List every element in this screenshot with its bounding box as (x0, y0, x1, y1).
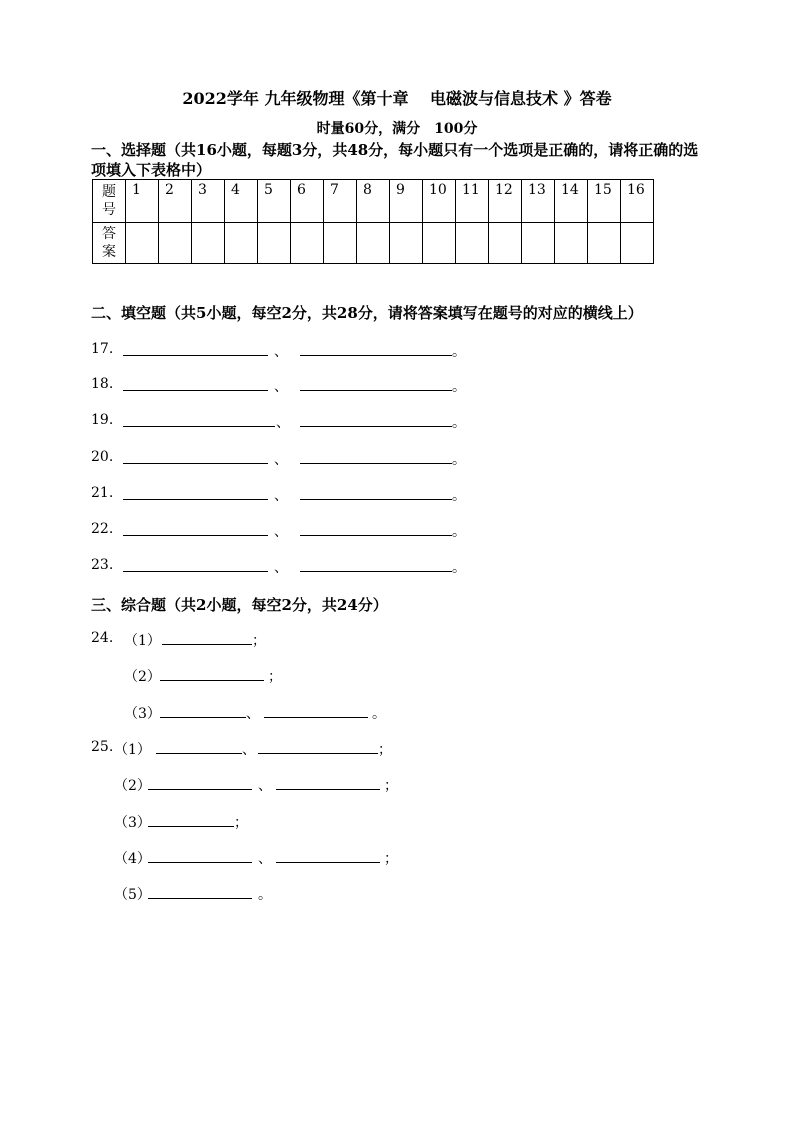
semicolon: ； (384, 851, 398, 867)
period: 。 (452, 488, 466, 504)
semicolon: ； (378, 742, 392, 758)
part-label: （2） (114, 778, 151, 794)
period: 。 (452, 344, 466, 360)
period: 。 (452, 415, 466, 431)
question-number: 3 (192, 180, 225, 223)
answer-blank[interactable] (156, 739, 242, 754)
separator: 、 (246, 706, 260, 722)
answer-cell[interactable] (291, 223, 324, 264)
answer-cell[interactable] (621, 223, 654, 264)
answer-row (93, 223, 654, 264)
answer-blank[interactable] (258, 739, 378, 754)
answer-blank[interactable] (148, 884, 252, 899)
separator: 、 (274, 452, 288, 468)
answer-cell[interactable] (423, 223, 456, 264)
period: 。 (452, 560, 466, 576)
answer-cell[interactable] (258, 223, 291, 264)
answer-blank[interactable] (300, 341, 452, 356)
section1-heading: 一、选择题（共16小题，每题3分，共48分，每小题只有一个选项是正确的，请将正确的选项填入下表格中） (91, 141, 699, 179)
semicolon: ； (268, 669, 282, 685)
question-number: 4 (225, 180, 258, 223)
answer-blank[interactable] (123, 412, 275, 427)
answer-blank[interactable] (123, 557, 268, 572)
answer-blank[interactable] (300, 485, 452, 500)
question-number: 25. (91, 739, 114, 755)
section3-heading: 三、综合题（共2小题，每空2分，共24分） (91, 596, 388, 614)
part-label: （5） (114, 887, 151, 903)
answer-cell[interactable] (555, 223, 588, 264)
question-number: 23. (91, 557, 114, 573)
answer-blank[interactable] (276, 775, 380, 790)
separator: 、 (258, 778, 272, 794)
question-number: 11 (456, 180, 489, 223)
separator: 、 (274, 344, 288, 360)
answer-blank[interactable] (300, 521, 452, 536)
answer-blank[interactable] (264, 703, 368, 718)
question-number: 13 (522, 180, 555, 223)
separator: 、 (258, 851, 272, 867)
question-number: 8 (357, 180, 390, 223)
question-number: 19. (91, 412, 114, 428)
part-label: （1） (124, 633, 161, 649)
separator: 、 (274, 379, 288, 395)
period: 。 (452, 379, 466, 395)
answer-cell[interactable] (192, 223, 225, 264)
separator: 、 (274, 488, 288, 504)
question-number: 14 (555, 180, 588, 223)
answer-cell[interactable] (324, 223, 357, 264)
answer-blank[interactable] (123, 376, 268, 391)
separator: 、 (274, 560, 288, 576)
answer-cell[interactable] (588, 223, 621, 264)
semicolon: ； (234, 815, 248, 831)
question-number: 9 (390, 180, 423, 223)
question-number: 18. (91, 376, 114, 392)
answer-blank[interactable] (300, 449, 452, 464)
period: 。 (372, 706, 386, 722)
answer-blank[interactable] (160, 703, 246, 718)
answer-blank[interactable] (148, 848, 252, 863)
period: 。 (452, 524, 466, 540)
question-number: 12 (489, 180, 522, 223)
part-label: （3） (114, 815, 151, 831)
answer-blank[interactable] (148, 775, 252, 790)
section2-heading: 二、填空题（共5小题，每空2分，共28分，请将答案填写在题号的对应的横线上） (91, 304, 643, 322)
part-label: （2） (124, 669, 161, 685)
answer-blank[interactable] (300, 376, 452, 391)
answer-cell[interactable] (456, 223, 489, 264)
question-number: 15 (588, 180, 621, 223)
answer-cell[interactable] (357, 223, 390, 264)
answer-blank[interactable] (276, 848, 380, 863)
question-number: 6 (291, 180, 324, 223)
question-number: 7 (324, 180, 357, 223)
answer-blank[interactable] (300, 412, 452, 427)
question-number: 5 (258, 180, 291, 223)
question-number: 2 (159, 180, 192, 223)
answer-blank[interactable] (300, 557, 452, 572)
part-label: （4） (114, 851, 151, 867)
semicolon: ； (384, 778, 398, 794)
question-number: 17. (91, 341, 114, 357)
question-number-row (93, 180, 654, 223)
answer-grid (92, 179, 654, 264)
row-label-number: 题 号 (93, 180, 126, 223)
answer-blank[interactable] (160, 666, 264, 681)
question-number: 1 (126, 180, 159, 223)
semicolon: ； (252, 633, 266, 649)
separator: 、 (274, 524, 288, 540)
question-number: 16 (621, 180, 654, 223)
part-label: （1） (114, 742, 151, 758)
question-number: 24. (91, 630, 114, 646)
answer-cell[interactable] (159, 223, 192, 264)
separator: 、 (276, 415, 290, 431)
question-number: 20. (91, 449, 114, 465)
part-label: （3） (124, 706, 161, 722)
answer-blank[interactable] (123, 449, 268, 464)
period: 。 (452, 452, 466, 468)
question-number: 21. (91, 485, 114, 501)
answer-blank[interactable] (148, 812, 234, 827)
separator: 、 (242, 742, 256, 758)
question-number: 22. (91, 521, 114, 537)
question-number: 10 (423, 180, 456, 223)
exam-meta: 时量60分，满分 100分 (316, 121, 478, 137)
answer-cell[interactable] (126, 223, 159, 264)
answer-blank[interactable] (123, 485, 268, 500)
answer-cell[interactable] (225, 223, 258, 264)
answer-blank[interactable] (123, 521, 268, 536)
answer-blank[interactable] (123, 341, 268, 356)
row-label-answer: 答 案 (93, 223, 126, 264)
answer-cell[interactable] (522, 223, 555, 264)
answer-cell[interactable] (489, 223, 522, 264)
answer-blank[interactable] (162, 630, 252, 645)
answer-cell[interactable] (390, 223, 423, 264)
period: 。 (258, 887, 272, 903)
page-title: 2022学年 九年级物理《第十章 电磁波与信息技术 》答卷 (182, 89, 612, 108)
